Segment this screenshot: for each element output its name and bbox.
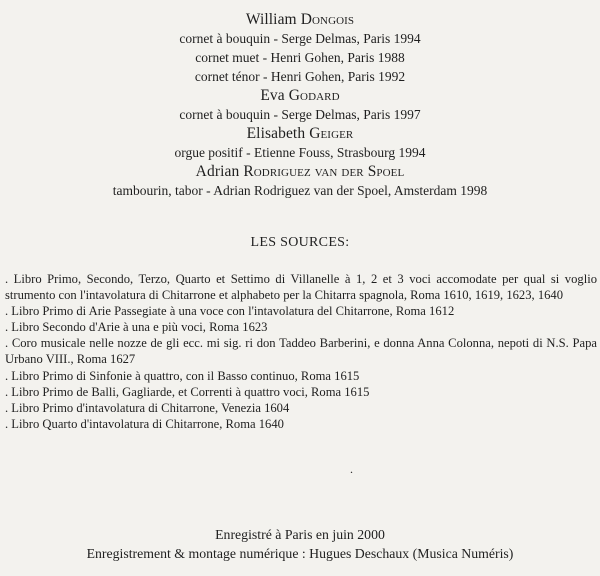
instrument-line: cornet à bouquin - Serge Delmas, Paris 1997 (179, 107, 421, 122)
performer-last-name: Dongois (300, 11, 355, 28)
instrument-line: cornet muet - Henri Gohen, Paris 1988 (195, 50, 405, 65)
source-item: . Libro Primo de Balli, Gagliarde, et Correnti à quattro voci, Roma 1615 (5, 384, 370, 399)
sources-list (5, 271, 597, 432)
sources-heading: LES SOURCES: (250, 235, 350, 250)
performer-first-name: William (245, 11, 297, 28)
recording-credits (0, 525, 600, 563)
instrument-line: cornet à bouquin - Serge Delmas, Paris 1994 (179, 31, 421, 46)
performer-name (0, 124, 600, 143)
source-item: . Libro Primo di Sinfonie à quattro, con il Basso continuo, Roma 1615 (5, 368, 360, 383)
performer-name (0, 10, 600, 29)
performer-last-name: Rodriguez van der Spoel (243, 163, 405, 180)
source-item: . Libro Primo di Arie Passegiate à una voce con l'intavolatura del Chitarrone, Roma 1612 (5, 304, 455, 319)
performer-name (0, 86, 600, 105)
performer-name (0, 162, 600, 181)
source-item: . Libro Quarto d'intavolatura di Chitarrone, Roma 1640 (5, 416, 284, 431)
source-item: . Libro Primo d'intavolatura di Chitarrone, Venezia 1604 (5, 400, 290, 415)
performer-first-name: Adrian (195, 163, 240, 180)
source-item: . Libro Secondo d'Arie à una e più voci, Roma 1623 (5, 320, 268, 335)
performer-first-name: Elisabeth (246, 125, 306, 142)
performer-last-name: Geiger (309, 125, 354, 142)
recording-location: Enregistré à Paris en juin 2000 (215, 527, 385, 542)
instrument-line: tambourin, tabor - Adrian Rodriguez van der Spoel, Amsterdam 1998 (112, 183, 488, 198)
performer-first-name: Eva (260, 87, 285, 104)
recording-engineer: Enregistrement & montage numérique : Hugues Deschaux (Musica Numéris) (86, 546, 514, 561)
performer-last-name: Godard (288, 87, 340, 104)
source-item: . Coro musicale nelle nozze de gli ecc. mi sig. ri don Taddeo Barberini, e donna Anna Colonna, nepoti di N.S. Papa Urbano VIII., Roma 1627 (5, 336, 597, 367)
performers-credits (0, 10, 600, 200)
source-item: . Libro Primo, Secondo, Terzo, Quarto et Settimo di Villanelle à 1, 2 et 3 voci accomodate per qual si voglio strumento con l'intavolatura di Chitarrone et alphabeto per la Chitarra spagnola, Roma 1610, 1619, 1623, 1640 (5, 272, 597, 303)
instrument-line: orgue positif - Etienne Fouss, Strasbourg 1994 (174, 145, 426, 160)
instrument-line: cornet ténor - Henri Gohen, Paris 1992 (194, 69, 406, 84)
separator-dot: . (350, 462, 353, 476)
